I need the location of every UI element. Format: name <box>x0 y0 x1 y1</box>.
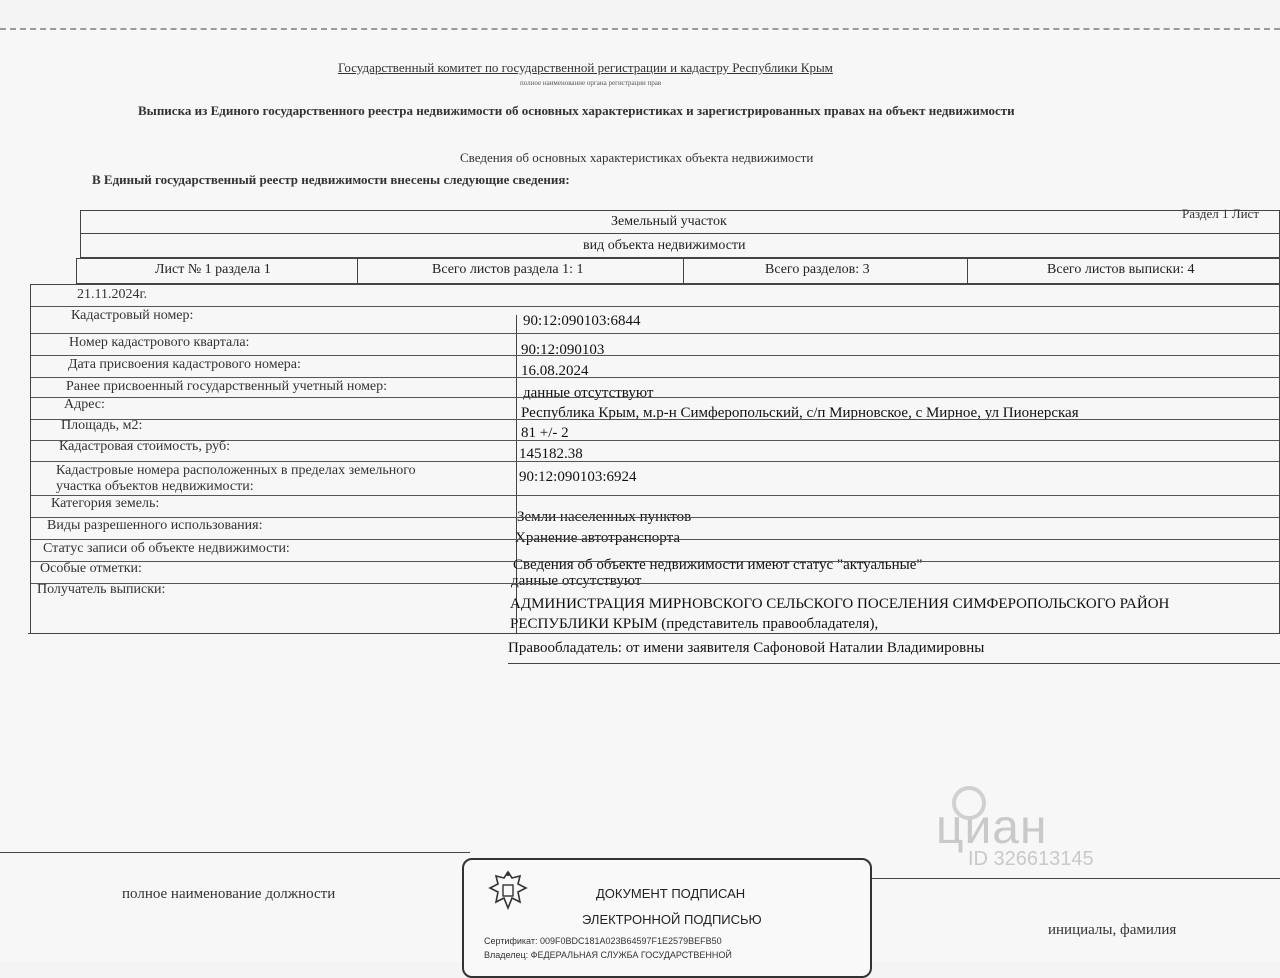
stamp-line1: ДОКУМЕНТ ПОДПИСАН <box>596 886 746 901</box>
row-value-address: Республика Крым, м.р-н Симферопольский, с/п Мирновское, с Мирное, ул Пионерская <box>521 405 1079 421</box>
sheets-info-row <box>76 258 1280 284</box>
row-value-record-status: Сведения об объекте недвижимости имеют статус "актуальные" <box>513 557 923 573</box>
stamp-owner: Владелец: ФЕДЕРАЛЬНАЯ СЛУЖБА ГОСУДАРСТВЕННОЙ <box>484 950 732 960</box>
initials-caption: инициалы, фамилия <box>1048 922 1177 938</box>
coat-of-arms-icon <box>486 868 530 914</box>
table-bottom-border <box>508 663 1280 664</box>
object-type-caption: вид объекта недвижимости <box>583 238 746 253</box>
row-label-area: Площадь, м2: <box>61 418 143 433</box>
object-type: Земельный участок <box>611 214 727 229</box>
row-value-previous-number: данные отсутствуют <box>523 385 654 401</box>
divider <box>683 259 684 283</box>
watermark-pin-icon <box>952 786 986 820</box>
subsection-title: Сведения об основных характеристиках объекта недвижимости <box>460 150 814 165</box>
row-label-quarter: Номер кадастрового квартала: <box>69 335 250 350</box>
row-divider <box>31 377 1279 378</box>
table-bottom-border <box>28 633 510 634</box>
electronic-signature-stamp <box>462 858 872 978</box>
row-divider <box>31 355 1279 356</box>
row-divider <box>31 397 1279 398</box>
row-value-quarter: 90:12:090103 <box>521 342 605 358</box>
row-value-recipient-line3: Правообладатель: от имени заявителя Сафоновой Наталии Владимировны <box>508 640 985 656</box>
sheet-of-section: Лист № 1 раздела 1 <box>155 262 271 277</box>
row-divider <box>31 583 1279 584</box>
row-label-assign-date: Дата присвоения кадастрового номера: <box>68 357 301 372</box>
row-divider <box>31 333 1279 334</box>
row-value-area: 81 +/- 2 <box>521 425 569 441</box>
row-label-special-marks: Особые отметки: <box>40 561 142 576</box>
signature-line-left <box>0 852 470 853</box>
row-label-objects-line1: Кадастровые номера расположенных в пределах земельного <box>56 463 416 478</box>
section-label: Раздел 1 Лист <box>1182 206 1259 221</box>
row-label-land-category: Категория земель: <box>51 496 160 511</box>
row-divider <box>31 419 1279 420</box>
row-label-permitted-use: Виды разрешенного использования: <box>47 518 263 533</box>
row-value-recipient-line2: РЕСПУБЛИКИ КРЫМ (представитель правообладателя), <box>510 616 879 632</box>
row-divider <box>31 495 1279 496</box>
object-type-box <box>80 210 1280 258</box>
row-value-special-marks: данные отсутствуют <box>511 573 642 589</box>
extract-date: 21.11.2024г. <box>77 287 148 302</box>
row-label-address: Адрес: <box>64 397 105 412</box>
row-value-land-category: Земли населенных пунктов <box>517 509 692 525</box>
intro-text: В Единый государственный реестр недвижимости внесены следующие сведения: <box>92 172 570 187</box>
divider <box>81 233 1279 234</box>
row-value-assign-date: 16.08.2024 <box>521 363 589 379</box>
characteristics-table <box>30 284 1280 634</box>
signature-line-right <box>870 878 1280 879</box>
row-value-cost: 145182.38 <box>519 446 583 462</box>
row-value-recipient-line1: АДМИНИСТРАЦИЯ МИРНОВСКОГО СЕЛЬСКОГО ПОСЕЛЕНИЯ СИМФЕРОПОЛЬСКОГО РАЙОН <box>510 596 1170 612</box>
row-label-objects-line2: участка объектов недвижимости: <box>56 479 254 494</box>
row-value-objects: 90:12:090103:6924 <box>519 469 637 485</box>
stamp-certificate: Сертификат: 009F0BDC181A023B64597F1E2579BEFB50 <box>484 936 722 946</box>
row-divider <box>31 306 1279 307</box>
total-section-sheets: Всего листов раздела 1: 1 <box>432 262 584 277</box>
total-sections: Всего разделов: 3 <box>765 262 870 277</box>
watermark-brand: циан <box>936 801 1048 854</box>
row-label-record-status: Статус записи об объекте недвижимости: <box>43 541 290 556</box>
divider <box>967 259 968 283</box>
row-divider <box>31 539 1279 540</box>
row-label-cost: Кадастровая стоимость, руб: <box>59 439 230 454</box>
row-divider <box>31 561 1279 562</box>
position-caption: полное наименование должности <box>122 886 336 902</box>
extract-title: Выписка из Единого государственного реестра недвижимости об основных характеристиках и зарегистрированных правах на объект недвижимости <box>138 103 1015 118</box>
row-label-recipient: Получатель выписки: <box>37 582 166 597</box>
agency-caption: полное наименование органа регистрации прав <box>520 79 662 87</box>
row-value-cadastral-number: 90:12:090103:6844 <box>523 313 641 329</box>
divider <box>357 259 358 283</box>
agency-name: Государственный комитет по государственной регистрации и кадастру Республики Крым <box>338 60 833 75</box>
total-extract-sheets: Всего листов выписки: 4 <box>1047 262 1195 277</box>
watermark-id: ID 326613145 <box>968 848 1094 870</box>
row-label-previous-number: Ранее присвоенный государственный учетный номер: <box>66 379 388 394</box>
stamp-line2: ЭЛЕКТРОННОЙ ПОДПИСЬЮ <box>582 912 762 927</box>
row-label-cadastral-number: Кадастровый номер: <box>71 308 194 323</box>
row-value-permitted-use: Хранение автотранспорта <box>515 530 680 546</box>
row-divider <box>31 461 1279 462</box>
